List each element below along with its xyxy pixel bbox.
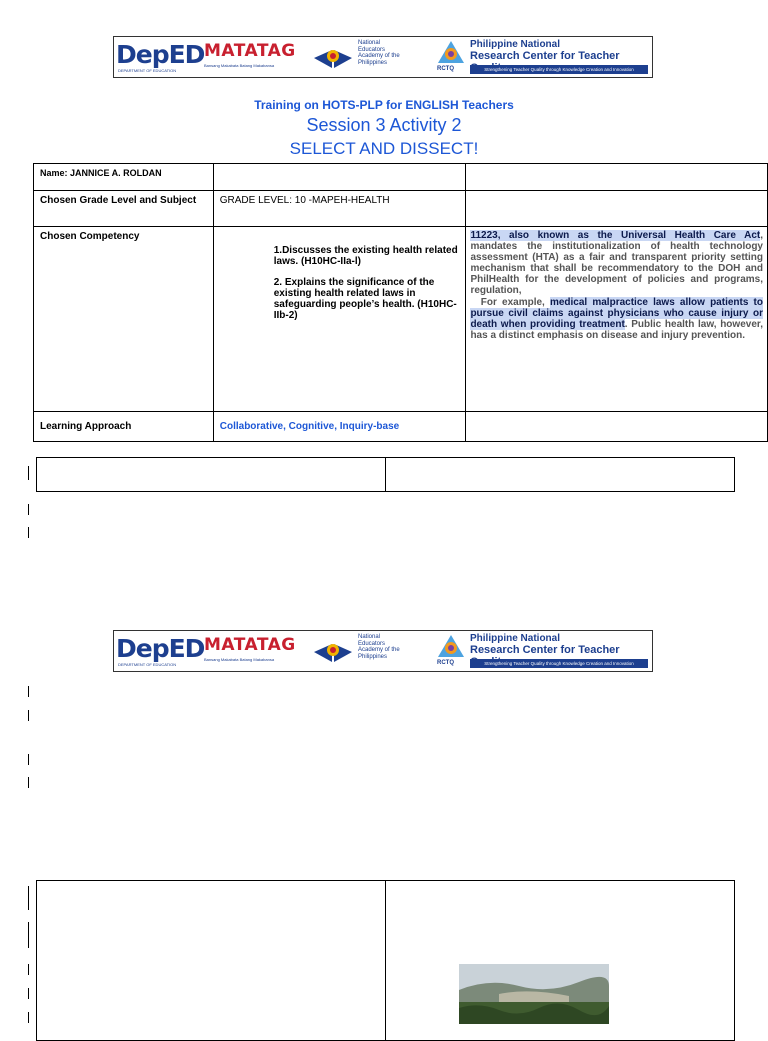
rctq-label: RCTQ (437, 66, 454, 72)
landscape-image (459, 964, 609, 1024)
highlighted-text: medical malpractice laws allow patients to pursue civil claims against physicians who cause injury or death when providing treatment (470, 296, 763, 330)
rctq-title-line1: Philippine National (470, 39, 561, 50)
neap-logo-text: National Educators Academy of the Philippines (358, 40, 400, 66)
text-cursor (28, 777, 29, 788)
matatag-logo-text: MATATAG (204, 41, 296, 61)
rctq-label: RCTQ (437, 660, 454, 666)
competency-item-1: 1.Discusses the existing health related laws. (H10HC-IIa-l) (273, 245, 458, 267)
table-row (34, 164, 768, 191)
session-title: Session 3 Activity 2 (306, 115, 462, 135)
table-row (34, 227, 768, 412)
rctq-tagline: Strengthening Teacher Quality through Knowledge Creation and Innovation (470, 659, 648, 668)
neap-logo (312, 40, 422, 76)
text-cursor (28, 527, 29, 538)
header-banner (113, 36, 653, 78)
neap-emblem-icon (312, 42, 354, 74)
rctq-emblem-icon (436, 633, 466, 659)
competency-description-cell[interactable] (466, 227, 768, 412)
matatag-logo (204, 41, 308, 77)
bottom-table (36, 880, 735, 1041)
text-cursor (28, 710, 29, 721)
header-banner (113, 630, 653, 672)
empty-cell[interactable] (37, 458, 386, 492)
description-text: . Public health law, however, has a distinct emphasis on disease and injury prevention. (470, 318, 764, 341)
matatag-logo-subtext: Bansang Makabata Batang Makabansa (204, 63, 275, 68)
matatag-logo-subtext: Bansang Makabata Batang Makabansa (204, 657, 275, 662)
highlighted-text: 11223, also known as the Universal Health Care Act (470, 230, 761, 241)
activity-title: SELECT AND DISSECT! (289, 139, 479, 158)
deped-logo-text: DepED (116, 40, 205, 69)
grade-label-cell[interactable]: Chosen Grade Level and Subject (34, 191, 214, 227)
lesson-info-table (33, 163, 768, 442)
table-row (37, 458, 735, 492)
empty-cell[interactable] (466, 191, 768, 227)
rctq-title-line2: Research Center for Teacher (470, 644, 620, 656)
empty-cell[interactable] (466, 412, 768, 442)
text-cursor (28, 922, 29, 948)
matatag-logo-text: MATATAG (204, 635, 296, 655)
approach-label-cell[interactable]: Learning Approach (34, 412, 214, 442)
competency-item-2: 2. Explains the significance of the existing health related laws in safeguarding people’s health. (H10HC-IIb-2) (273, 277, 457, 321)
empty-cell[interactable] (466, 164, 768, 191)
deped-logo-subtext: DEPARTMENT OF EDUCATION (118, 662, 177, 667)
neap-logo-text: National Educators Academy of the Philippines (358, 634, 400, 660)
name-cell[interactable]: Name: JANNICE A. ROLDAN (34, 164, 214, 191)
approach-value-cell[interactable]: Collaborative, Cognitive, Inquiry-base (213, 412, 466, 442)
text-cursor (28, 686, 29, 697)
competency-value-cell[interactable] (213, 227, 466, 412)
training-title: Training on HOTS-PLP for ENGLISH Teachers (254, 98, 514, 112)
landscape-photo (459, 964, 609, 1024)
empty-cell[interactable] (386, 458, 735, 492)
empty-cell[interactable] (213, 164, 466, 191)
text-cursor (28, 1012, 29, 1023)
description-text: , mandates the institutionalization of health technology assessment (HTA) as a fair and transparent priority setting mechanism that shall be recommendatory to the DOH and PhilHealth for the development of policies and programs, regulation, (470, 230, 763, 297)
deped-logo-text: DepED (116, 634, 205, 663)
text-cursor (28, 964, 29, 975)
rctq-logo (436, 633, 650, 671)
rctq-tagline: Strengthening Teacher Quality through Knowledge Creation and Innovation (470, 65, 648, 74)
deped-logo (116, 634, 205, 670)
description-text: For example, (480, 296, 550, 308)
text-cursor (28, 988, 29, 999)
neap-logo (312, 634, 422, 670)
rctq-emblem-icon (436, 39, 466, 65)
table-row (37, 881, 735, 1041)
grade-value-cell[interactable]: GRADE LEVEL: 10 -MAPEH-HEALTH (213, 191, 466, 227)
table-row (34, 191, 768, 227)
text-cursor (28, 886, 29, 910)
empty-table (36, 457, 735, 492)
deped-logo-subtext: DEPARTMENT OF EDUCATION (118, 68, 177, 73)
table-row (34, 412, 768, 442)
empty-cell[interactable] (37, 881, 386, 1041)
competency-label-cell[interactable]: Chosen Competency (34, 227, 214, 412)
text-cursor (28, 504, 29, 515)
text-cursor (28, 754, 29, 765)
neap-emblem-icon (312, 636, 354, 668)
rctq-title-line1: Philippine National (470, 633, 561, 644)
rctq-title-line2: Research Center for Teacher (470, 50, 620, 62)
text-cursor (28, 466, 29, 480)
matatag-logo (204, 635, 308, 671)
rctq-logo (436, 39, 650, 77)
deped-logo (116, 40, 205, 76)
